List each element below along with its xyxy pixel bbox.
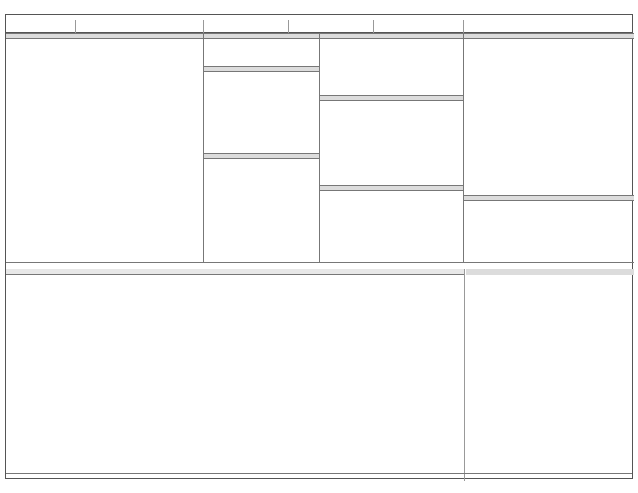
grade-date — [6, 20, 76, 33]
section-1-column — [6, 33, 204, 262]
ssn-cell — [374, 20, 464, 33]
assignment-history — [6, 262, 634, 480]
state-awards-title — [466, 269, 634, 275]
section-1-title — [6, 33, 204, 39]
section-2-title — [204, 33, 320, 39]
header-band — [6, 15, 632, 33]
component-cell — [464, 20, 634, 33]
date-last-pcs — [94, 264, 174, 268]
section-8-title — [320, 185, 464, 191]
section-4-title — [464, 33, 634, 39]
section-2-column — [204, 33, 320, 262]
rank-cell — [204, 20, 289, 33]
section-3-column — [320, 33, 464, 262]
date-last-ncoer — [351, 264, 464, 268]
pmos-cell — [289, 20, 374, 33]
form-footer — [6, 473, 632, 480]
section-4-column — [464, 33, 634, 262]
section-7-title — [320, 95, 464, 101]
grid-divider — [464, 269, 465, 481]
section-6-title — [204, 153, 320, 159]
section-5-title — [204, 66, 320, 72]
erb-form — [5, 14, 633, 479]
assignment-header-row — [6, 269, 464, 275]
name-cell — [76, 20, 204, 33]
section-3-title — [320, 33, 464, 39]
section-10-title — [464, 195, 634, 201]
